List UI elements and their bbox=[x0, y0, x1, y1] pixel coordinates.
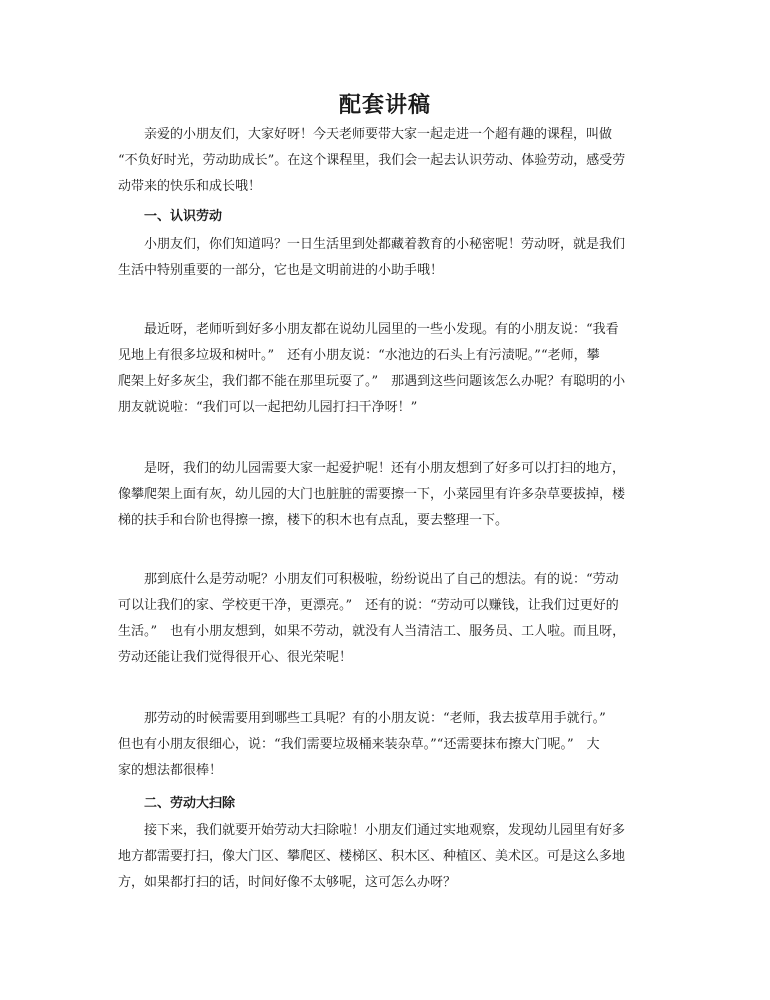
text-line: 劳动还能让我们觉得很开心、很光荣呢！ bbox=[118, 650, 353, 665]
section-heading-2: 二、劳动大扫除 bbox=[144, 796, 236, 811]
text-line: 亲爱的小朋友们，大家好呀！今天老师要带大家一起走进一个超有趣的课程，叫做 bbox=[144, 127, 613, 142]
paragraph-s1-p4 bbox=[118, 567, 654, 671]
text-line: 家的想法都很棒！ bbox=[118, 763, 223, 778]
text-line: 像攀爬架上面有灰，幼儿园的大门也脏脏的需要擦一下，小菜园里有许多杂草要拔掉，楼 bbox=[118, 487, 626, 502]
text-line: 爬架上好多灰尘，我们都不能在那里玩耍了。” 那遇到这些问题该怎么办呢？有聪明的小 bbox=[118, 374, 626, 389]
text-line: 见地上有很多垃圾和树叶。” 还有小朋友说：“水池边的石头上有污渍呢。”“老师，攀 bbox=[118, 348, 600, 363]
text-line: 方，如果都打扫的话，时间好像不太够呢，这可怎么办呀？ bbox=[118, 875, 457, 890]
paragraph-s1-p5 bbox=[118, 706, 654, 784]
text-line: 是呀，我们的幼儿园需要大家一起爱护呢！还有小朋友想到了好多可以打扫的地方， bbox=[144, 461, 626, 476]
page-title: 配套讲稿 bbox=[338, 92, 431, 118]
text-line: 那劳动的时候需要用到哪些工具呢？有的小朋友说：“老师，我去拔草用手就行。” bbox=[144, 711, 606, 726]
paragraph-s1-p3 bbox=[118, 456, 654, 534]
text-line: 接下来，我们就要开始劳动大扫除啦！小朋友们通过实地观察，发现幼儿园里有好多 bbox=[144, 823, 626, 838]
text-line: 小朋友们，你们知道吗？一日生活里到处都藏着教育的小秘密呢！劳动呀，就是我们 bbox=[144, 237, 626, 252]
text-line: 地方都需要打扫，像大门区、攀爬区、楼梯区、积木区、种植区、美术区。可是这么多地 bbox=[118, 849, 626, 864]
text-line: 可以让我们的家、学校更干净，更漂亮。” 还有的说：“劳动可以赚钱，让我们过更好的 bbox=[118, 598, 619, 613]
paragraph-s1-p1 bbox=[118, 232, 654, 284]
text-line: 梯的扶手和台阶也得擦一擦，楼下的积木也有点乱，要去整理一下。 bbox=[118, 513, 509, 528]
paragraph-s1-p2 bbox=[118, 317, 654, 421]
section-heading-1: 一、认识劳动 bbox=[144, 209, 223, 224]
text-line: 最近呀，老师听到好多小朋友都在说幼儿园里的一些小发现。有的小朋友说：“我看 bbox=[144, 322, 619, 337]
text-line: 生活中特别重要的一部分，它也是文明前进的小助手哦！ bbox=[118, 263, 444, 278]
intro-paragraph bbox=[118, 122, 654, 200]
text-line: 生活。” 也有小朋友想到，如果不劳动，就没有人当清洁工、服务员、工人啦。而且呀， bbox=[118, 624, 626, 639]
text-line: “不负好时光，劳动助成长”。在这个课程里，我们会一起去认识劳动、体验劳动，感受劳 bbox=[118, 153, 626, 168]
paragraph-s2-p1 bbox=[118, 818, 654, 896]
text-line: 朋友就说啦：“我们可以一起把幼儿园打扫干净呀！” bbox=[118, 400, 418, 415]
text-line: 动带来的快乐和成长哦！ bbox=[118, 179, 262, 194]
text-line: 但也有小朋友很细心，说：“我们需要垃圾桶来装杂草。”“还需要抹布擦大门呢。” 大 bbox=[118, 737, 600, 752]
text-line: 那到底什么是劳动呢？小朋友们可积极啦，纷纷说出了自己的想法。有的说：“劳动 bbox=[144, 572, 619, 587]
